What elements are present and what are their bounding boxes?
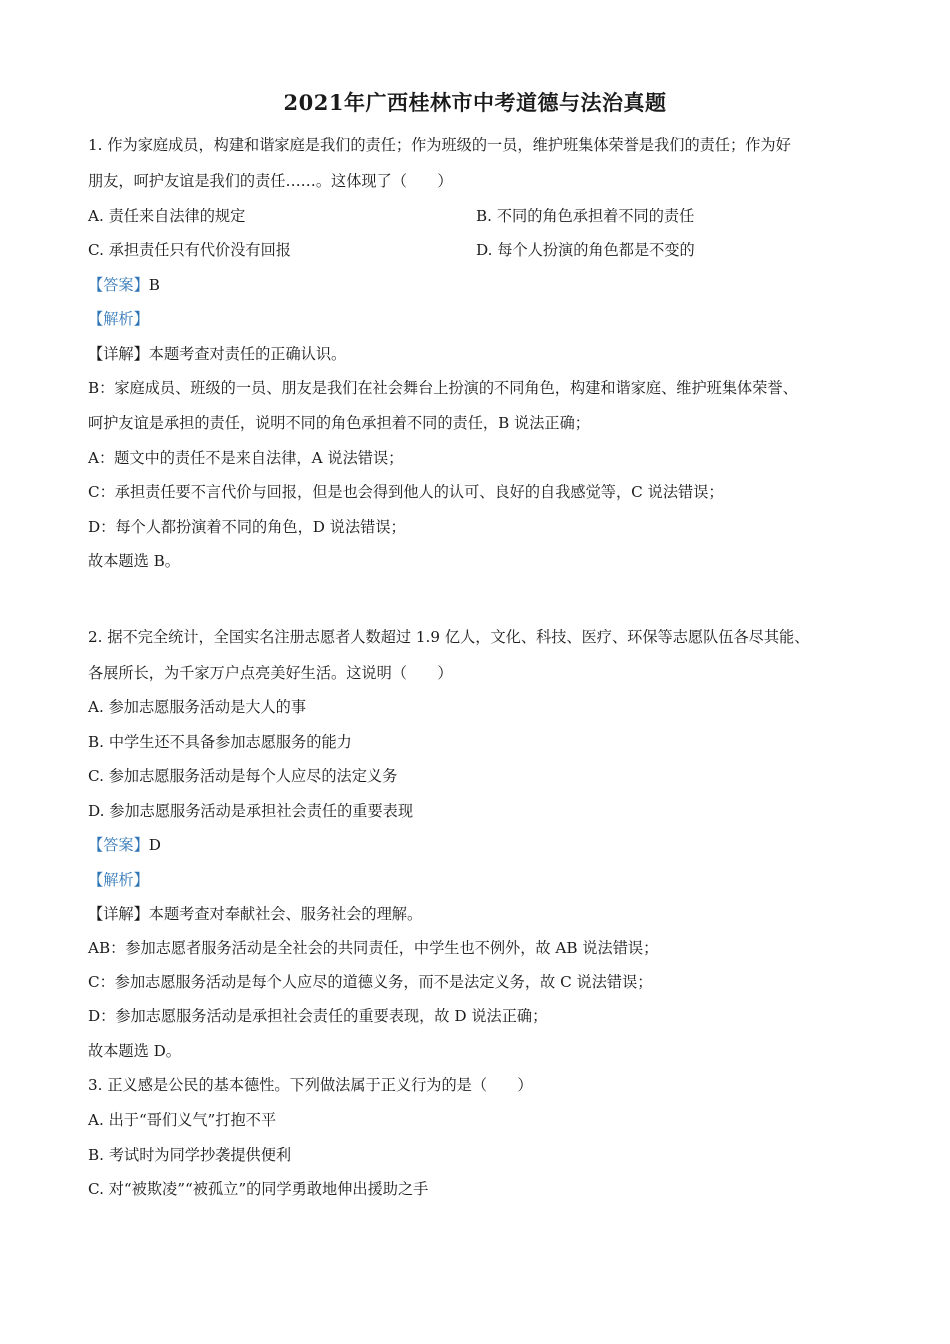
q1-answer [88,275,160,295]
q2-explanation-2: C：参加志愿服务活动是每个人应尽的道德义务，而不是法定义务，故 C 说法错误； [88,973,653,991]
q2-conclusion: 故本题选 D。 [88,1042,181,1060]
q1-explanation-1: B：家庭成员、班级的一员、朋友是我们在社会舞台上扮演的不同角色，构建和谐家庭、维护班集体荣誉、 [88,379,798,397]
q3-stem: 3. 正义感是公民的基本德性。下列做法属于正义行为的是（ ） [88,1076,533,1094]
q1-stem-line-1: 1. 作为家庭成员，构建和谐家庭是我们的责任；作为班级的一员，维护班集体荣誉是我们的责任；作为好 [88,136,791,154]
q2-explanation-3: D：参加志愿服务活动是承担社会责任的重要表现，故 D 说法正确； [88,1007,548,1025]
q1-option-a: A. 责任来自法律的规定 [88,207,246,225]
q1-detail-text: 本题考查对责任的正确认识。 [148,345,347,363]
q1-conclusion: 故本题选 B。 [88,552,180,570]
q2-answer-label: 【答案】 [88,836,149,854]
q1-detail-label: 【详解】 [88,345,149,363]
q2-option-b: B. 中学生还不具备参加志愿服务的能力 [88,733,352,751]
q2-option-a: A. 参加志愿服务活动是大人的事 [88,698,307,716]
q2-detail-label: 【详解】 [88,905,149,923]
page-title: 2021年广西桂林市中考道德与法治真题 [283,90,667,115]
q1-explanation-3: A：题文中的责任不是来自法律，A 说法错误； [88,449,404,467]
q1-option-c: C. 承担责任只有代价没有回报 [88,241,291,259]
q1-explanation-4: C：承担责任要不言代价与回报，但是也会得到他人的认可、良好的自我感觉等，C 说法错误； [88,483,724,501]
q1-option-b: B. 不同的角色承担着不同的责任 [476,207,695,225]
q1-answer-label: 【答案】 [88,276,149,294]
q1-answer-value: B [148,276,160,294]
q1-explanation-2: 呵护友谊是承担的责任，说明不同的角色承担着不同的责任，B 说法正确； [88,414,590,432]
q1-stem-line-2: 朋友，呵护友谊是我们的责任……。这体现了（ ） [88,172,453,190]
q2-detail [88,904,422,924]
q2-option-c: C. 参加志愿服务活动是每个人应尽的法定义务 [88,767,398,785]
q2-stem-line-1: 2. 据不完全统计，全国实名注册志愿者人数超过 1.9 亿人，文化、科技、医疗、环保等志愿队伍各尽其能、 [88,628,810,646]
q2-stem-line-2: 各展所长，为千家万户点亮美好生活。这说明（ ） [88,664,453,682]
q2-explanation-1: AB：参加志愿者服务活动是全社会的共同责任，中学生也不例外，故 AB 说法错误； [88,939,659,957]
q3-option-c: C. 对“被欺凌”“被孤立”的同学勇敢地伸出援助之手 [88,1180,429,1198]
q2-answer [88,835,161,855]
q2-answer-value: D [148,836,161,854]
q3-option-a: A. 出于“哥们义气”打抱不平 [88,1111,277,1129]
q3-option-b: B. 考试时为同学抄袭提供便利 [88,1146,292,1164]
q2-option-d: D. 参加志愿服务活动是承担社会责任的重要表现 [88,802,414,820]
q1-detail [88,344,346,364]
q2-detail-text: 本题考查对奉献社会、服务社会的理解。 [148,905,423,923]
q2-analysis-label: 【解析】 [88,871,149,889]
q1-analysis-label: 【解析】 [88,310,149,328]
q1-explanation-5: D：每个人都扮演着不同的角色，D 说法错误； [88,518,406,536]
q1-option-d: D. 每个人扮演的角色都是不变的 [476,241,695,259]
